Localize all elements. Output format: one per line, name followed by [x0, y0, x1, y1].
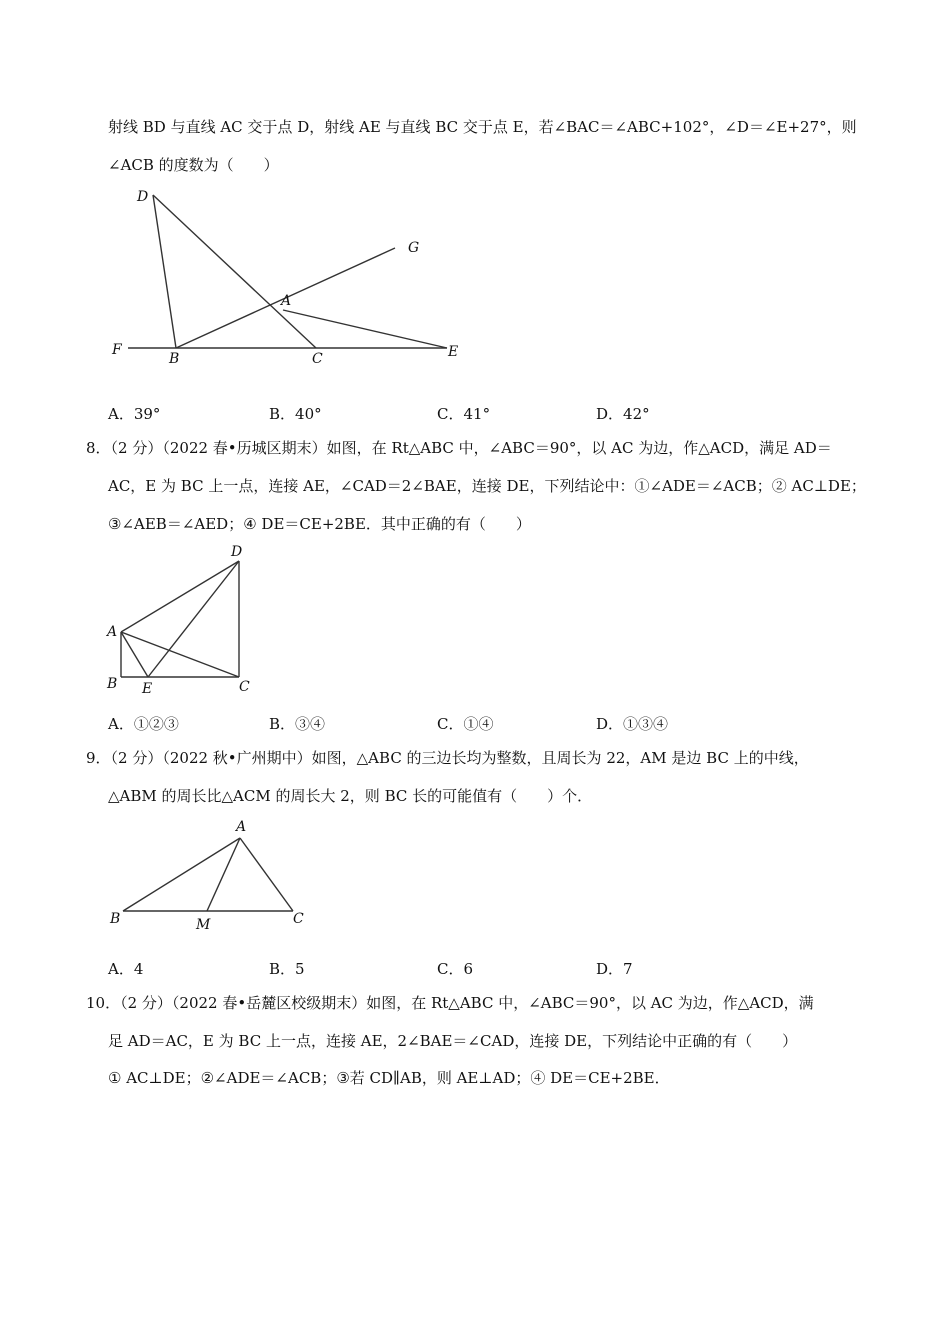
label-A: A: [107, 624, 118, 640]
q7-option-b[interactable]: B．40°: [269, 405, 322, 423]
q8-stem-line-1: 8．（2 分）（2022 春•历城区期末）如图，在 Rt△ABC 中，∠ABC＝90°，以 AC 为边，作△ACD，满足 AD＝: [86, 439, 832, 457]
q9-option-a[interactable]: A．4: [108, 960, 144, 978]
label-C: C: [239, 679, 250, 695]
q10-stem-line-3: ① AC⊥DE；②∠ADE＝∠ACB；③若 CD∥AB，则 AE⊥AD；④ DE＝CE+2BE．: [108, 1069, 670, 1087]
q8-option-b[interactable]: B．③④: [269, 715, 326, 733]
q7-option-a[interactable]: A．39°: [108, 405, 161, 423]
label-A: A: [236, 819, 247, 835]
segment-AE: [121, 632, 148, 677]
segment-AC: [240, 838, 293, 911]
label-E: E: [142, 681, 153, 697]
q7-stem-line-2: ∠ACB 的度数为（ ）: [108, 156, 279, 174]
q7-figure: [100, 180, 480, 380]
segment-DB: [153, 195, 176, 348]
segment-AD: [121, 561, 239, 632]
q9-figure: [100, 815, 320, 940]
q9-stem-line-2: △ABM 的周长比△ACM 的周长大 2，则 BC 长的可能值有（ ）个．: [108, 787, 593, 805]
q9-option-c[interactable]: C．6: [437, 960, 474, 978]
segment-DC: [153, 195, 316, 348]
q9-options: [108, 958, 808, 978]
q8-stem-line-3: ③∠AEB＝∠AED；④ DE＝CE+2BE．其中正确的有（ ）: [108, 515, 531, 533]
q7-option-d[interactable]: D．42°: [596, 405, 650, 423]
q7-options: [108, 403, 808, 423]
label-G: G: [408, 240, 420, 256]
q9-option-d[interactable]: D．7: [596, 960, 633, 978]
q9-stem-line-1: 9．（2 分）（2022 秋•广州期中）如图，△ABC 的三边长均为整数，且周长为 22，AM 是边 BC 上的中线，: [86, 749, 809, 767]
label-B: B: [107, 676, 118, 692]
label-M: M: [196, 917, 211, 933]
q10-stem-line-2: 足 AD＝AC，E 为 BC 上一点，连接 AE，2∠BAE＝∠CAD，连接 DE，下列结论中正确的有（ ）: [108, 1032, 798, 1050]
q8-figure: [100, 540, 270, 700]
label-A: A: [281, 293, 292, 309]
q8-option-d[interactable]: D．①③④: [596, 715, 669, 733]
segment-AB: [123, 838, 240, 911]
label-C: C: [312, 351, 323, 367]
q9-option-b[interactable]: B．5: [269, 960, 305, 978]
label-C: C: [293, 911, 304, 927]
q7-stem-line-1: 射线 BD 与直线 AC 交于点 D，射线 AE 与直线 BC 交于点 E，若∠BAC＝∠ABC+102°，∠D＝∠E+27°，则: [108, 118, 857, 136]
label-D: D: [231, 544, 243, 560]
q8-option-a[interactable]: A．①②③: [108, 715, 179, 733]
label-D: D: [137, 189, 149, 205]
q7-option-c[interactable]: C．41°: [437, 405, 491, 423]
q8-stem-line-2: AC，E 为 BC 上一点，连接 AE，∠CAD＝2∠BAE，连接 DE，下列结论中：①∠ADE＝∠ACB；② AC⊥DE；: [108, 477, 866, 495]
segment-AE: [283, 310, 447, 348]
label-F: F: [112, 342, 122, 358]
segment-AC: [121, 632, 239, 677]
label-B: B: [169, 351, 180, 367]
q8-option-c[interactable]: C．①④: [437, 715, 494, 733]
q8-options: [108, 713, 808, 733]
label-B: B: [110, 911, 121, 927]
label-E: E: [448, 344, 459, 360]
q10-stem-line-1: 10．（2 分）（2022 春•岳麓区校级期末）如图，在 Rt△ABC 中，∠ABC＝90°，以 AC 为边，作△ACD，满: [86, 994, 814, 1012]
